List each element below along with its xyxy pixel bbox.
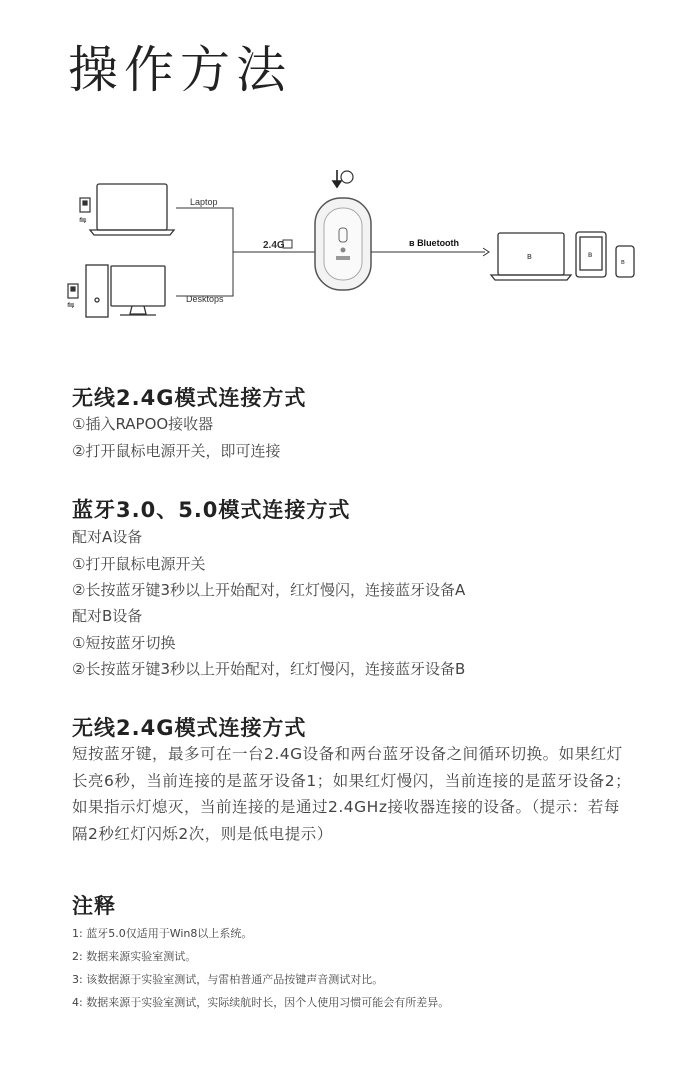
bluetooth-line: ①短按蓝牙切换 xyxy=(72,634,176,652)
laptop-icon xyxy=(90,184,174,235)
svg-text:ʙ: ʙ xyxy=(588,250,593,259)
bluetooth-line: 配对A设备 xyxy=(72,528,143,546)
desktops-label: Desktops xyxy=(186,294,224,304)
usb-receiver-icon xyxy=(79,198,90,225)
note-item: 2: 数据来源实验室测试。 xyxy=(72,950,197,963)
svg-text:⇋: ⇋ xyxy=(79,215,87,225)
laptop-label: Laptop xyxy=(190,197,218,207)
section-heading-wireless: 无线2.4G模式连接方式 xyxy=(72,386,307,410)
bluetooth-label-text: Bluetooth xyxy=(417,238,460,248)
svg-text:⇋: ⇋ xyxy=(67,300,75,310)
laptop-right-icon xyxy=(491,233,571,280)
note-item: 3: 该数据源于实验室测试，与雷柏普通产品按键声音测试对比。 xyxy=(72,973,384,986)
notes-heading: 注释 xyxy=(72,894,116,918)
section-heading-switching: 无线2.4G模式连接方式 xyxy=(72,716,307,740)
bluetooth-line: ②长按蓝牙键3秒以上开始配对，红灯慢闪，连接蓝牙设备A xyxy=(72,581,466,599)
tablet-icon xyxy=(576,232,606,277)
note-item: 4: 数据来源于实验室测试，实际续航时长，因个人使用习惯可能会有所差异。 xyxy=(72,996,450,1009)
down-arrow-icon xyxy=(333,170,341,187)
connector-lines-right xyxy=(371,248,489,256)
svg-text:ʙ: ʙ xyxy=(527,251,532,261)
phone-icon xyxy=(616,246,634,277)
svg-text:ʙ: ʙ xyxy=(621,259,625,266)
power-switch-icon xyxy=(341,171,353,183)
bluetooth-line: ②长按蓝牙键3秒以上开始配对，红灯慢闪，连接蓝牙设备B xyxy=(72,660,466,678)
connection-diagram xyxy=(0,160,700,340)
note-item: 1: 蓝牙5.0仅适用于Win8以上系统。 xyxy=(72,927,253,940)
usb-receiver-icon xyxy=(67,284,78,310)
wireless-step-2: ②打开鼠标电源开关，即可连接 xyxy=(72,442,281,460)
section-heading-bluetooth: 蓝牙3.0、5.0模式连接方式 xyxy=(72,498,351,522)
bluetooth-label xyxy=(409,238,459,248)
bluetooth-line: ①打开鼠标电源开关 xyxy=(72,555,206,573)
mouse-icon xyxy=(315,198,371,290)
notes-list xyxy=(72,922,449,1014)
wireless-step-1: ①插入RAPOO接收器 xyxy=(72,415,214,433)
bluetooth-line: 配对B设备 xyxy=(72,607,143,625)
connector-lines-left xyxy=(176,208,315,296)
wireless-label: 2.4G xyxy=(263,240,285,251)
desktop-icon xyxy=(86,265,165,317)
bluetooth-icon: ʙ xyxy=(409,238,415,248)
page-title: 操作方法 xyxy=(68,41,292,99)
switching-paragraph: 短按蓝牙键，最多可在一台2.4G设备和两台蓝牙设备之间循环切换。如果红灯长亮6秒，当前连接的是蓝牙设备1；如果红灯慢闪，当前连接的是蓝牙设备2；如果指示灯熄灭，当前连接的是通过2.4GHz接收器连接的设备。（提示：若每隔2秒红灯闪烁2次，则是低电提示） xyxy=(72,745,632,843)
